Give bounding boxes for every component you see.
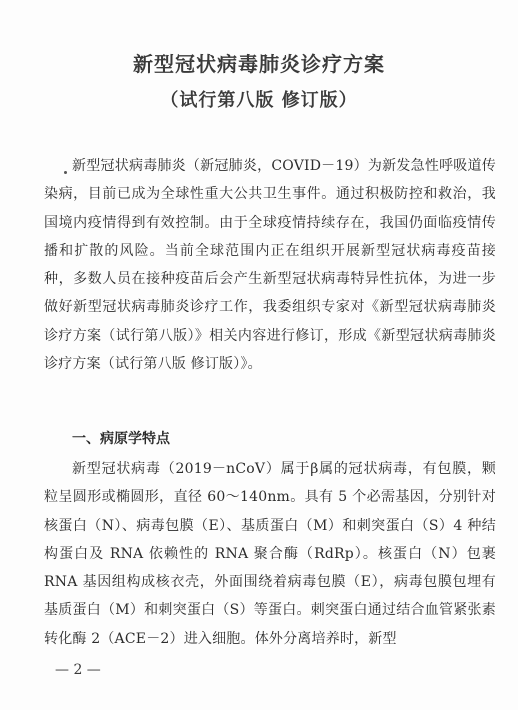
document-title: 新型冠状病毒肺炎诊疗方案: [133, 52, 385, 76]
section-paragraph-pathogen: 新型冠状病毒（2019－nCoV）属于β属的冠状病毒，有包膜，颗粒呈圆形或椭圆形，直径 60～140nm。具有 5 个必需基因，分别针对核蛋白（N）、病毒包膜（E）、基质蛋白（M）和刺突蛋白（S）4 种结构蛋白及 RNA 依赖性的 RNA 聚合酶（RdRp）。核蛋白（N）包裹 RNA 基因组构成核衣壳，外面围绕着病毒包膜（E），病毒包膜包埋有基质蛋白（M）和刺突蛋白（S）等蛋白。刺突蛋白通过结合血管紧张素转化酶 2（ACE－2）进入细胞。体外分离培养时，新型: [44, 461, 496, 647]
document-subtitle: （试行第八版 修订版）: [160, 90, 358, 111]
section-heading-pathogen: 一、病原学特点: [72, 431, 170, 447]
page-number: — 2 —: [55, 662, 101, 678]
intro-paragraph: 新型冠状病毒肺炎（新冠肺炎，COVID－19）为新发急性呼吸道传染病，目前已成为全球性重大公共卫生事件。通过积极防控和救治，我国境内疫情得到有效控制。由于全球疫情持续存在，我国仍面临疫情传播和扩散的风险。当前全球范围内正在组织开展新型冠状病毒疫苗接种，多数人员在接种疫苗后会产生新型冠状病毒特异性抗体，为进一步做好新型冠状病毒肺炎诊疗工作，我委组织专家对《新型冠状病毒肺炎诊疗方案（试行第八版）》相关内容进行修订，形成《新型冠状病毒肺炎诊疗方案（试行第八版 修订版）》。: [44, 158, 496, 373]
